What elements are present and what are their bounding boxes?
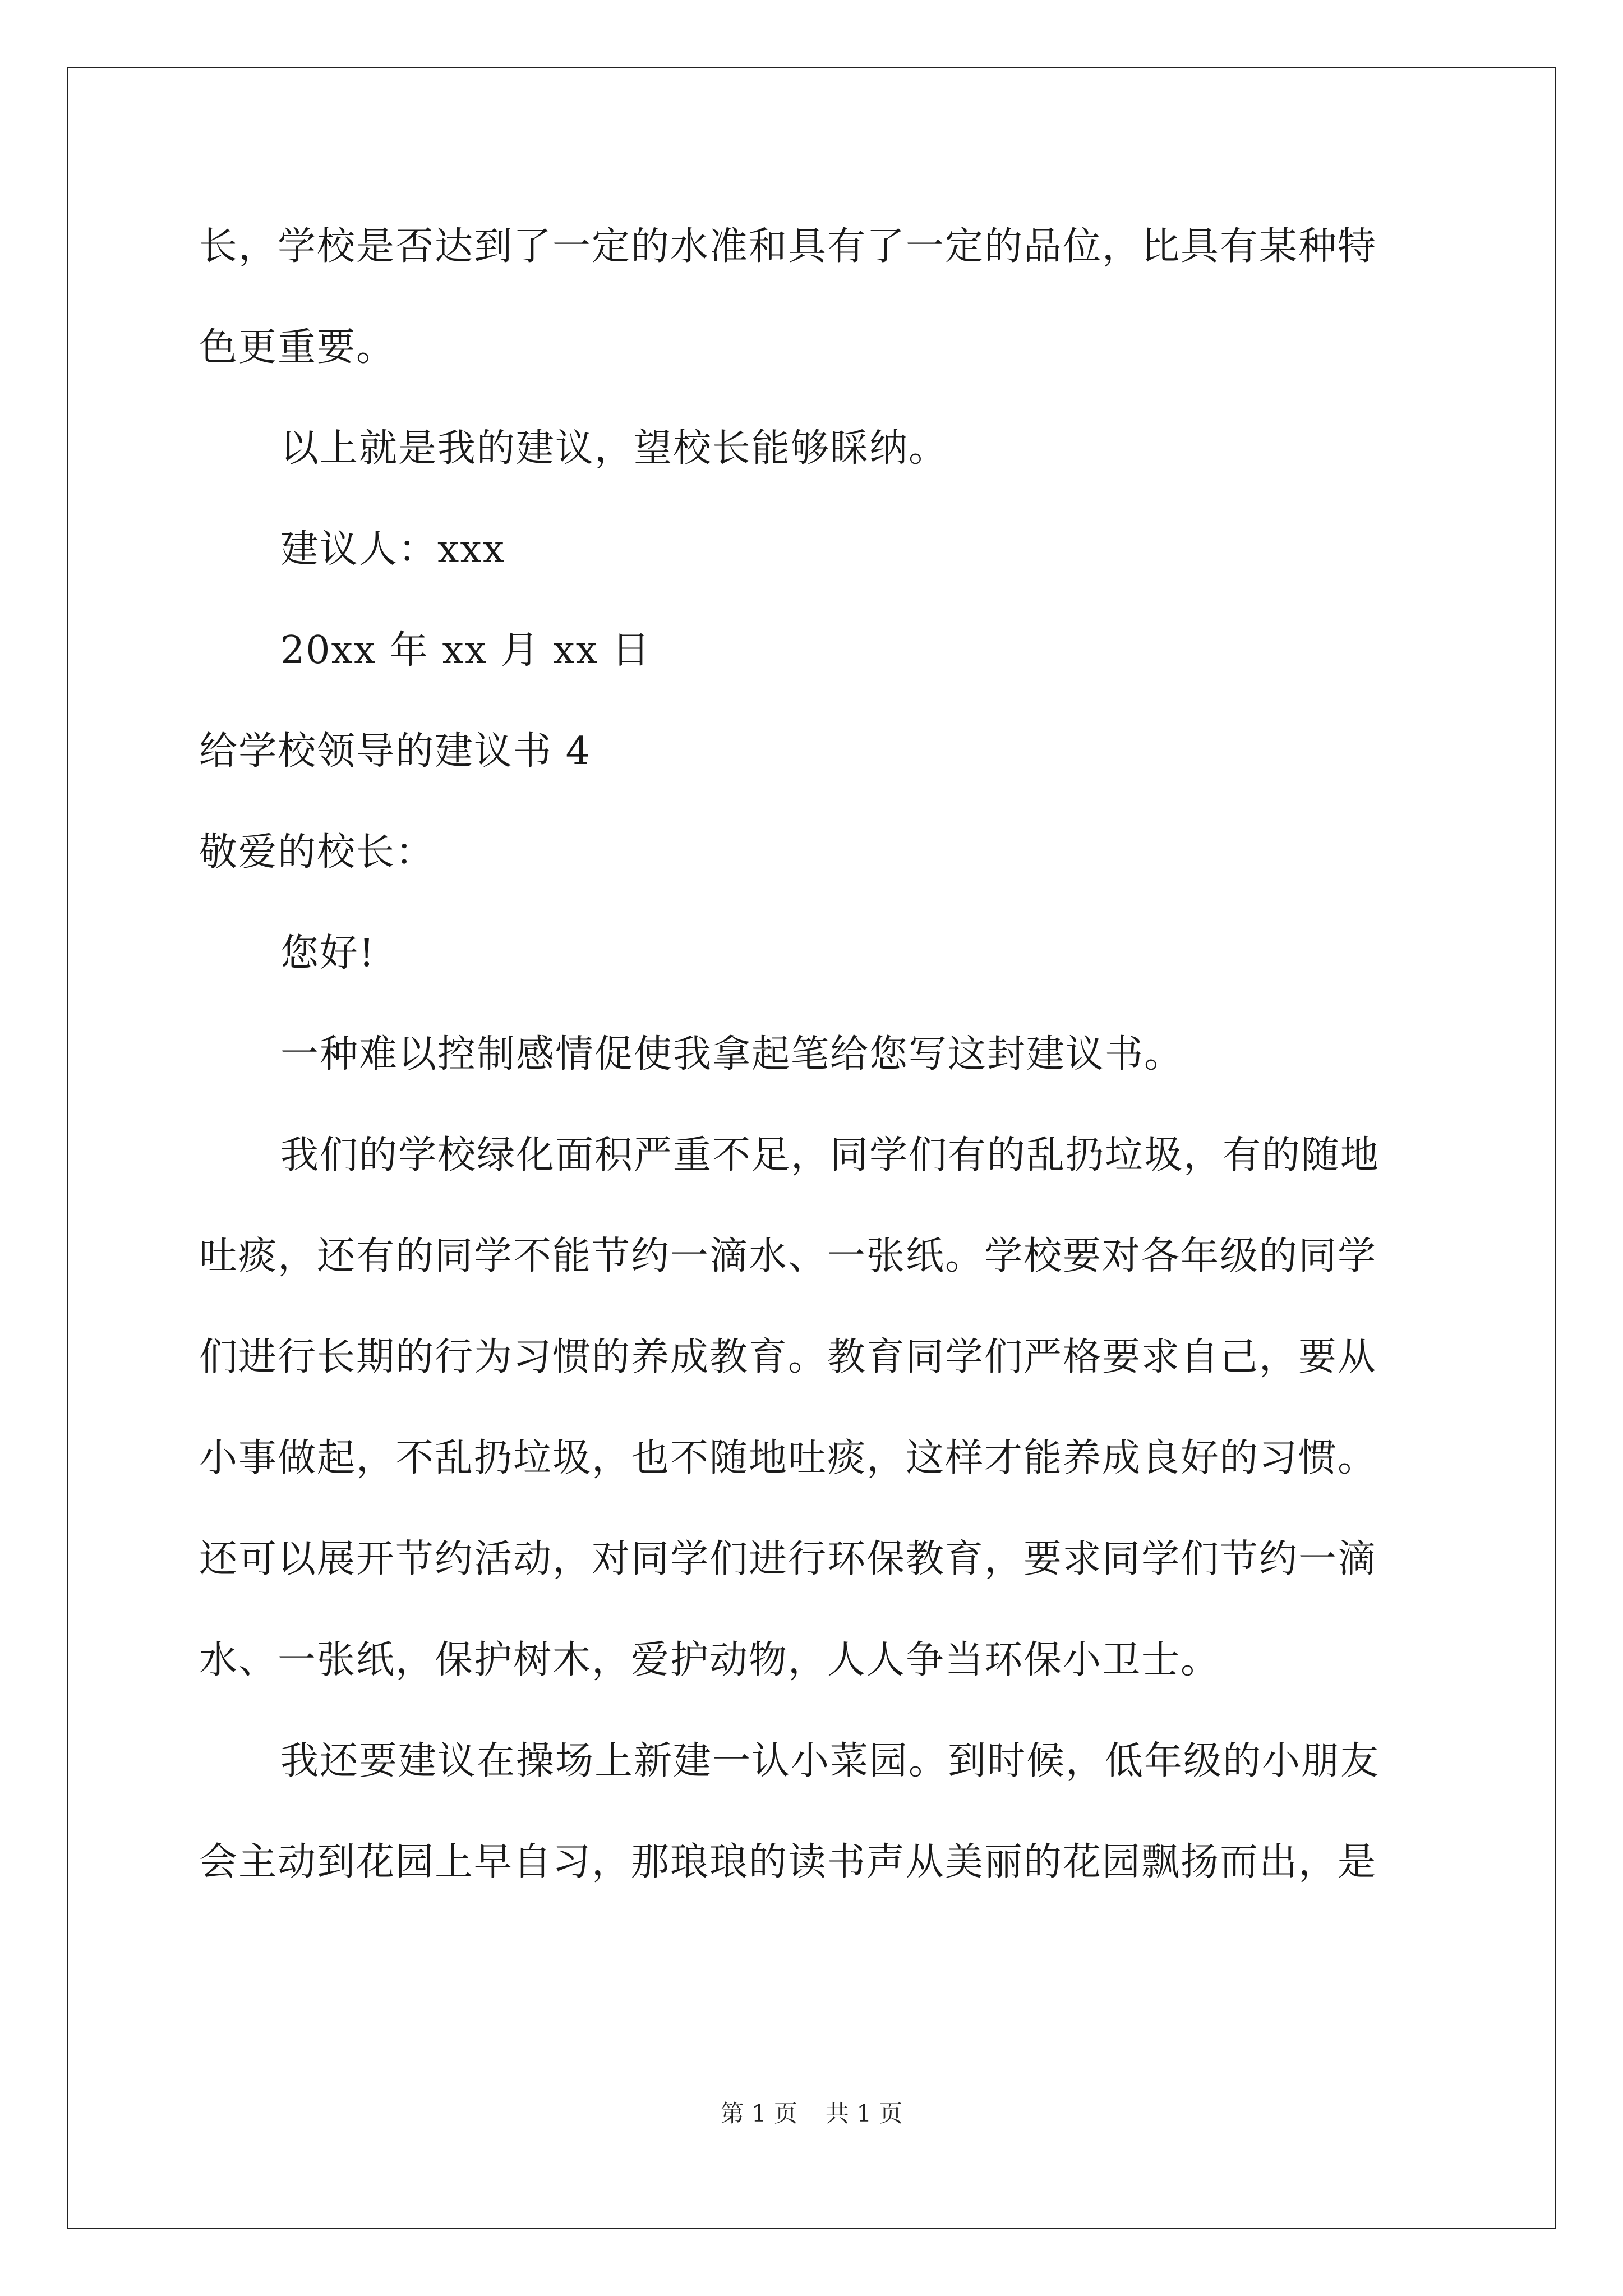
text-line: 水、一张纸，保护树木，爱护动物，人人争当环保小卫士。 bbox=[199, 1638, 1220, 1682]
text-line: 一种难以控制感情促使我拿起笔给您写这封建议书。 bbox=[280, 1032, 1184, 1076]
document-body bbox=[199, 213, 1427, 1930]
page-total: 共 1 页 bbox=[826, 2100, 903, 2127]
text-line: 长，学校是否达到了一定的水准和具有了一定的品位，比具有某种特 bbox=[199, 224, 1377, 269]
salutation: 敬爱的校长： bbox=[199, 830, 435, 875]
text-line: 我们的学校绿化面积严重不足，同学们有的乱扔垃圾，有的随地 bbox=[280, 1133, 1380, 1177]
text-line: 以上就是我的建议，望校长能够睬纳。 bbox=[280, 426, 948, 471]
greeting: 您好! bbox=[280, 931, 376, 976]
text-line: 还可以展开节约活动，对同学们进行环保教育，要求同学们节约一滴 bbox=[199, 1537, 1377, 1581]
text-line: 会主动到花园上早自习，那琅琅的读书声从美丽的花园飘扬而出，是 bbox=[199, 1840, 1377, 1884]
text-line: 们进行长期的行为习惯的养成教育。教育同学们严格要求自己，要从 bbox=[199, 1335, 1377, 1379]
page-footer bbox=[0, 2095, 1623, 2129]
text-line: 我还要建议在操场上新建一认小菜园。到时候，低年级的小朋友 bbox=[280, 1739, 1380, 1783]
page-number: 第 1 页 bbox=[720, 2100, 797, 2127]
section-title: 给学校领导的建议书 4 bbox=[199, 729, 591, 774]
text-line: 吐痰，还有的同学不能节约一滴水、一张纸。学校要对各年级的同学 bbox=[199, 1234, 1377, 1278]
date-line: 20xx 年 xx 月 xx 日 bbox=[280, 628, 651, 673]
text-line: 色更重要。 bbox=[199, 325, 396, 370]
text-line: 小事做起，不乱扔垃圾，也不随地吐痰，这样才能养成良好的习惯。 bbox=[199, 1436, 1377, 1480]
signature-line: 建议人：xxx bbox=[280, 527, 506, 572]
